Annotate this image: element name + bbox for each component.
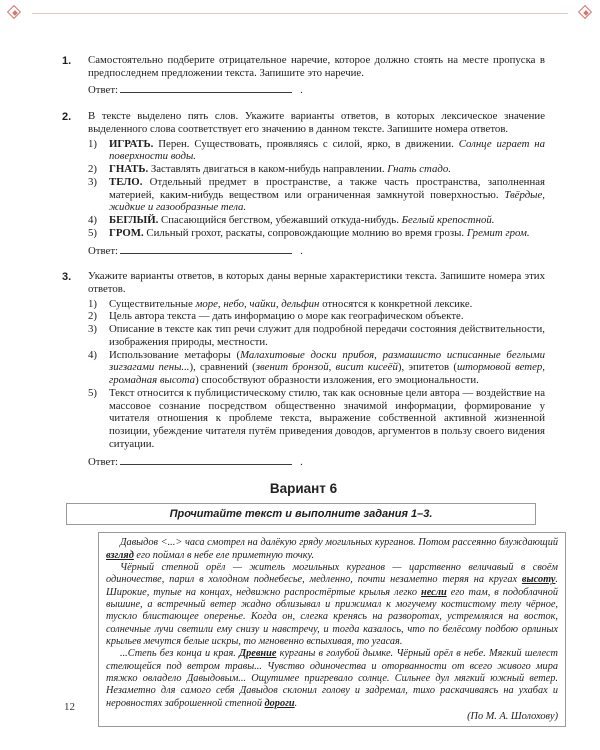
exercise-text: В тексте выделено пять слов. Укажите варианты ответов, в которых лексическое значение выделенного слова соответствует его значению в данном тексте. Запишите номера ответов. <box>88 110 545 135</box>
answer-blank-line[interactable] <box>120 92 292 93</box>
option-number: 5) <box>88 386 97 399</box>
option-item <box>88 138 545 163</box>
diamond-ornament-icon <box>9 7 20 18</box>
option-number: 1) <box>88 137 97 150</box>
passage-paragraph: Давыдов <...> часа смотрел на далёкую гряду могильных курганов. Потом рассеянно блуждающий взгляд его поймал в небе еле приметную точку. <box>106 537 558 561</box>
exercise-number: 2. <box>62 111 72 124</box>
option-item <box>88 227 545 240</box>
option-item <box>88 214 545 227</box>
passage-paragraph: ...Степь без конца и края. Древние курганы в голубой дымке. Чёрный орёл в небе. Мягкий шелест стелющейся под ветром травы... Чувство одиночества и оторванности от всего живого мира тяжко овладело Давыдовым... Ощутимее пригревало солнце. Сильнее дул мягкий южный ветер. Незаметно для самого себя Давыдов склонил голову и задремал, тихо раскачиваясь на ухабах и неровностях заброшенной степной дороги. <box>106 648 558 709</box>
passage-paragraphs <box>106 537 558 710</box>
answer-label: Ответ: <box>88 244 119 257</box>
top-divider <box>32 13 568 14</box>
passage-paragraph: Чёрный степной орёл — житель могильных курганов — царственно величавый в своём одиночестве, парил в холодном поднебесье, медленно, почти незаметно теряя на кругах высоту. Широкие, тупые на концах, недвижно распростёртые крылья легко несли его там, в подоблачной вышине, а встречный ветер жадно облизывал и прижимал к могучему костистому телу чёрное, тускло блистающее оперенье. Когда он, слегка кренясь на разворотах, устремлялся на восток, солнечные лучи светили ему снизу и навстречу, и тогда казалось, что по белёсому подбою орлиных крыльев мечутся белые искры, то мгновенно вспыхивая, то угасая. <box>106 561 559 648</box>
option-text: Существительные море, небо, чайки, дельфин относятся к конкретной лексике. <box>109 297 473 310</box>
diamond-ornament-icon <box>580 7 591 18</box>
answer-label: Ответ: <box>88 455 119 468</box>
option-item <box>88 310 545 323</box>
option-text: ГНАТЬ. Заставлять двигаться в каком-нибудь направлении. Гнать стадо. <box>109 163 451 176</box>
option-text: ГРОМ. Сильный грохот, раскаты, сопровождающие молнию во время грозы. Гремит гром. <box>109 226 530 239</box>
option-item <box>88 349 545 387</box>
options-list <box>88 138 545 240</box>
answer-blank-line[interactable] <box>120 464 292 465</box>
page-number: 12 <box>64 701 75 713</box>
option-number: 1) <box>88 297 97 310</box>
option-text: БЕГЛЫЙ. Спасающийся бегством, убежавший откуда-нибудь. Беглый крепостной. <box>109 214 495 227</box>
answer-row <box>88 456 545 469</box>
instruction-box: Прочитайте текст и выполните задания 1–3. <box>66 503 536 525</box>
option-text: ТЕЛО. Отдельный предмет в пространстве, а также часть пространства, заполненная материей, каким-нибудь веществом или ограниченная замкнутой поверхностью. Твёрдые, жидкие и газообразные тела. <box>109 175 545 214</box>
variant-heading: Вариант 6 <box>269 481 338 497</box>
option-number: 2) <box>88 163 97 176</box>
option-text: Цель автора текста — дать информацию о море как географическом объекте. <box>109 310 464 323</box>
page-content <box>62 54 559 727</box>
passage-attribution: (По М. А. Шолохову) <box>467 711 558 723</box>
answer-suffix: . <box>300 455 303 468</box>
option-item <box>88 298 545 311</box>
exercise-1 <box>62 54 545 97</box>
answer-row <box>88 84 545 97</box>
option-item <box>88 163 545 176</box>
option-text: Использование метафоры (Малахитовые доски прибоя, размашисто исписанные беглыми зигзагами пены...), сравнений (звенит бронзой, висит кисеёй), эпитетов (штормовой ветер, громадная высота) способствуют образности изложения, его эмоциональности. <box>109 348 545 387</box>
answer-suffix: . <box>300 84 303 97</box>
option-number: 2) <box>88 310 97 323</box>
option-number: 3) <box>88 175 97 188</box>
options-list <box>88 298 545 451</box>
option-number: 3) <box>88 323 97 336</box>
option-item <box>88 176 545 214</box>
option-text: Текст относится к публицистическому стилю, так как основные цели автора — воздействие на массовое сознание посредством общественно значимой информации, формирование у читателя отношения к проблеме текста, выражение собственной активной жизненной позиции, убеждение читателя путём приведения доводов, аргументов в пользу своего видения ситуации. <box>109 386 546 450</box>
exercise-number: 3. <box>62 271 72 284</box>
option-text: Описание в тексте как тип речи служит для подробной передачи состояния действительности, изображения природы, местности. <box>109 323 545 348</box>
option-text: ИГРАТЬ. Перен. Существовать, проявляясь с силой, ярко, в движении. Солнце играет на поверхности воды. <box>109 137 545 163</box>
option-item <box>88 387 545 451</box>
option-item <box>88 323 545 348</box>
exercise-text: Укажите варианты ответов, в которых даны верные характеристики текста. Запишите номера этих ответов. <box>88 270 545 296</box>
option-number: 4) <box>88 348 97 361</box>
answer-row <box>88 245 545 258</box>
answer-label: Ответ: <box>88 84 119 97</box>
passage-box <box>98 532 566 727</box>
exercise-2 <box>62 110 545 257</box>
answer-blank-line[interactable] <box>120 253 292 254</box>
exercise-3 <box>62 270 545 468</box>
exercise-text: Самостоятельно подберите отрицательное наречие, которое должно стоять на месте пропуска в предпоследнем предложении текста. Запишите это наречие. <box>88 54 545 79</box>
answer-suffix: . <box>300 244 303 257</box>
option-number: 5) <box>88 226 97 239</box>
option-number: 4) <box>88 214 97 227</box>
exercise-number: 1. <box>62 55 72 67</box>
